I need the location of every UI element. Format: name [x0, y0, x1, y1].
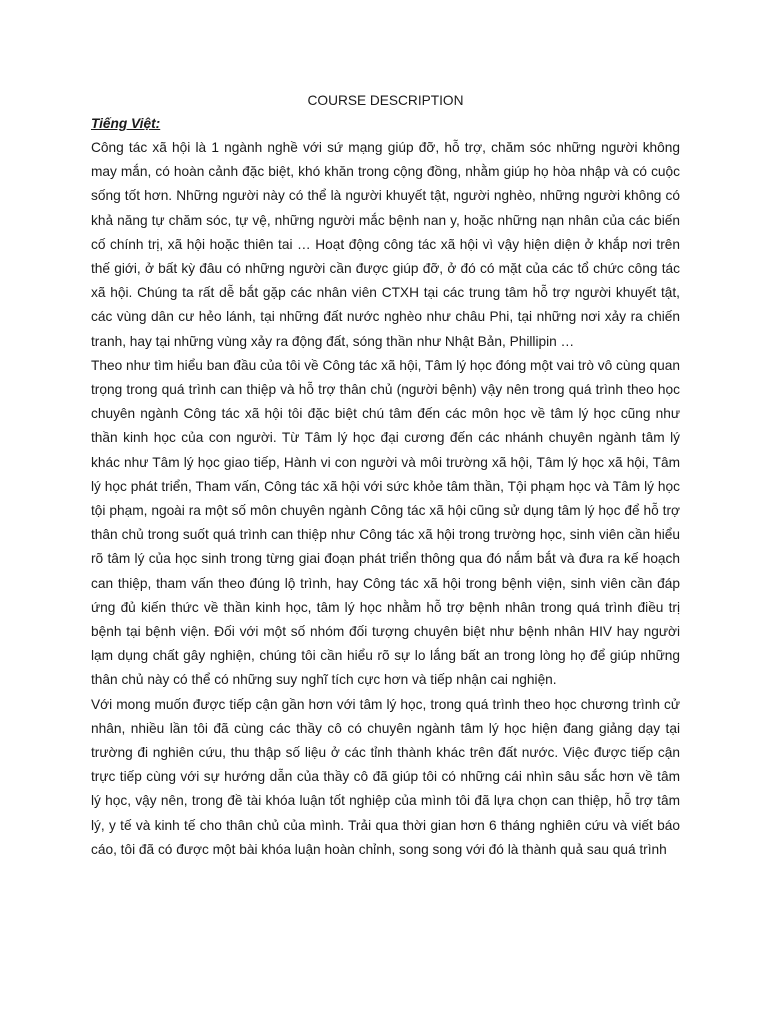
- paragraph-intro: Công tác xã hội là 1 ngành nghề với sứ mạng giúp đỡ, hỗ trợ, chăm sóc những người không may mắn, có hoàn cảnh đặc biệt, khó khăn trong cộng đồng, nhằm giúp họ hòa nhập và có cuộc sống tốt hơn. Những người này có thể là người khuyết tật, người nghèo, những người không có khả năng tự chăm sóc, tự vệ, những người mắc bệnh nan y, hoặc những nạn nhân của các biến cố chính trị, xã hội hoặc thiên tai … Hoạt động công tác xã hội vì vậy hiện diện ở khắp nơi trên thế giới, ở bất kỳ đâu có những người cần được giúp đỡ, ở đó có mặt của các tổ chức công tác xã hội. Chúng ta rất dễ bắt gặp các nhân viên CTXH tại các trung tâm hỗ trợ người khuyết tật, các vùng dân cư hẻo lánh, tại những đất nước nghèo như châu Phi, tại những nơi xảy ra chiến tranh, hay tại những vùng xảy ra động đất, sóng thần như Nhật Bản, Phillipin …: [91, 140, 680, 349]
- document-page: [91, 90, 680, 862]
- paragraph-psychology: Theo như tìm hiểu ban đầu của tôi về Công tác xã hội, Tâm lý học đóng một vai trò vô cùng quan trọng trong quá trình can thiệp và hỗ trợ thân chủ (người bệnh) vậy nên trong quá trình theo học chuyên ngành Công tác xã hội tôi đặc biệt chú tâm đến các môn học về tâm lý học cũng như thần kinh học của con người. Từ Tâm lý học đại cương đến các nhánh chuyên ngành tâm lý khác như Tâm lý học giao tiếp, Hành vi con người và môi trường xã hội, Tâm lý học xã hội, Tâm lý học phát triển, Tham vấn, Công tác xã hội với sức khỏe tâm thần, Tội phạm học và Tâm lý học tội phạm, ngoài ra một số môn chuyên ngành Công tác xã hội cũng sử dụng tâm lý học để hỗ trợ thân chủ trong suốt quá trình can thiệp như Công tác xã hội trong trường học, sinh viên cần hiểu rõ tâm lý của học sinh trong từng giai đoạn phát triển thông qua đó nắm bắt và đưa ra kế hoạch can thiệp, tham vấn theo đúng lộ trình, hay Công tác xã hội trong bệnh viện, sinh viên cần đáp ứng đủ kiến thức về thần kinh học, tâm lý học nhằm hỗ trợ bệnh nhân trong quá trình điều trị bệnh tại bệnh viện. Đối với một số nhóm đối tượng chuyên biệt như bệnh nhân HIV hay người lạm dụng chất gây nghiện, chúng tôi cần hiểu rõ sự lo lắng bất an trong lòng họ để giúp những thân chủ này có thể có những suy nghĩ tích cực hơn và tiếp nhận cai nghiện.: [91, 357, 680, 688]
- paragraph-research: Với mong muốn được tiếp cận gần hơn với tâm lý học, trong quá trình theo học chương trình cử nhân, nhiều lần tôi đã cùng các thầy cô có chuyên ngành tâm lý học hiện đang giảng dạy tại trường đi nghiên cứu, thu thập số liệu ở các tỉnh thành khác trên đất nước. Việc được tiếp cận trực tiếp cùng với sự hướng dẫn của thầy cô đã giúp tôi có những cái nhìn sâu sắc hơn về tâm lý học, vậy nên, trong đề tài khóa luận tốt nghiệp của mình tôi đã lựa chọn can thiệp, hỗ trợ tâm lý, y tế và kinh tế cho thân chủ của mình. Trải qua thời gian hơn 6 tháng nghiên cứu và viết báo cáo, tôi đã có được một bài khóa luận hoàn chỉnh, song song với đó là thành quả sau quá trình: [91, 696, 680, 857]
- section-heading: Tiếng Việt:: [91, 116, 161, 131]
- document-title: COURSE DESCRIPTION: [307, 93, 464, 108]
